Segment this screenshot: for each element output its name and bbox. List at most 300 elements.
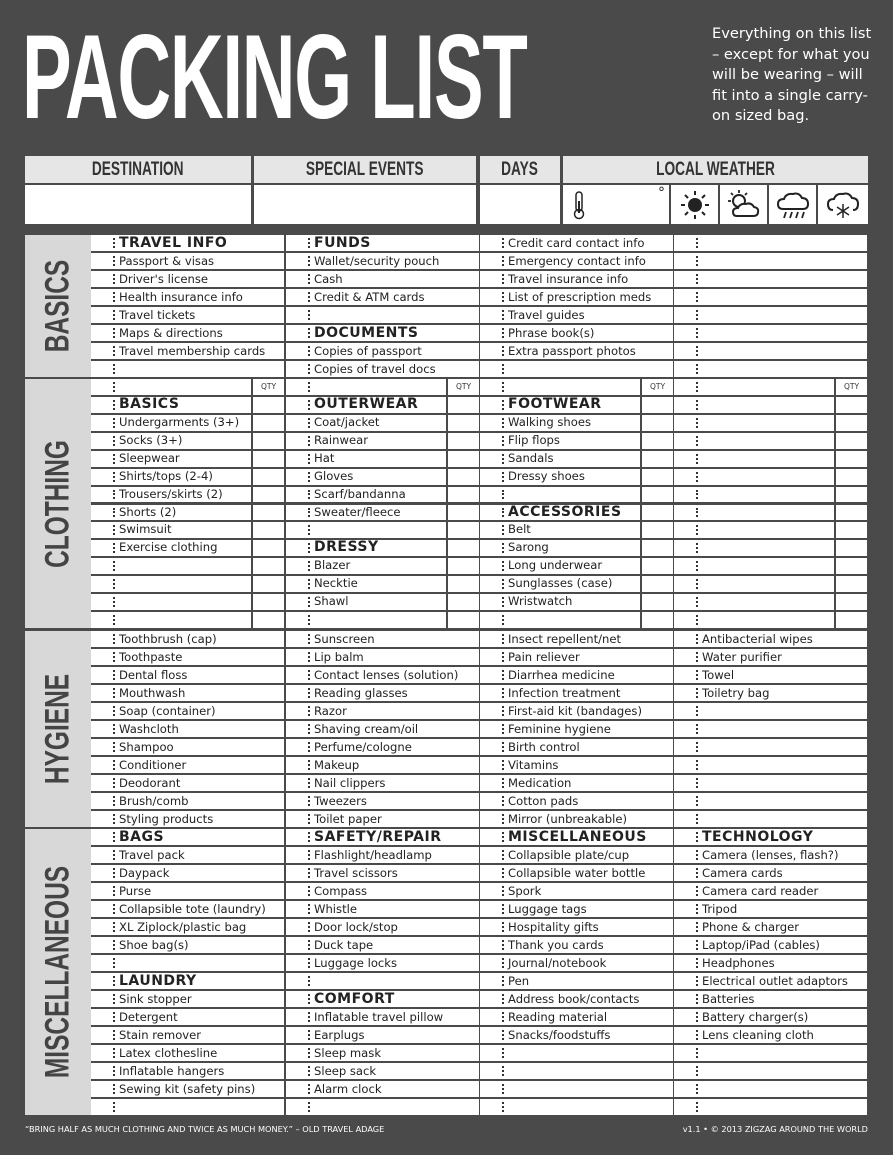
qty-field[interactable] — [448, 415, 479, 431]
checklist-item[interactable] — [91, 1081, 284, 1097]
blank-checklist-row[interactable] — [674, 739, 867, 755]
blank-checklist-row[interactable] — [480, 1099, 673, 1115]
item-label: Maps & directions — [119, 326, 223, 340]
checklist-item[interactable] — [91, 1027, 284, 1043]
item-label: Mirror (unbreakable) — [508, 812, 628, 826]
days-field[interactable] — [480, 185, 560, 224]
item-label: Credit & ATM cards — [314, 290, 425, 304]
destination-field[interactable] — [25, 185, 251, 224]
blank-checklist-row[interactable] — [674, 703, 867, 719]
category-heading — [91, 235, 284, 251]
category-heading-text: TECHNOLOGY — [702, 829, 814, 845]
item-label: Stain remover — [119, 1028, 202, 1042]
qty-field[interactable] — [642, 540, 673, 556]
qty-field[interactable] — [836, 540, 867, 556]
checklist-item[interactable] — [91, 451, 251, 467]
checklist-item[interactable] — [91, 685, 284, 701]
blank-checklist-row[interactable] — [674, 289, 867, 305]
checklist-item[interactable] — [286, 271, 479, 287]
blank-checklist-row[interactable] — [674, 612, 834, 628]
checklist-item[interactable] — [286, 847, 479, 863]
checklist-item[interactable] — [480, 955, 673, 971]
checklist-item[interactable] — [91, 847, 284, 863]
section-label-clothing — [25, 379, 91, 628]
blank-checklist-row[interactable] — [674, 505, 834, 521]
checklist-item[interactable] — [286, 343, 479, 359]
blank-checklist-row[interactable] — [674, 325, 867, 341]
checklist-item[interactable] — [286, 1009, 479, 1025]
qty-field[interactable] — [836, 505, 867, 521]
checklist-item[interactable] — [286, 811, 479, 827]
checklist-item[interactable] — [91, 433, 251, 449]
item-label: Journal/notebook — [508, 956, 607, 970]
checklist-item[interactable] — [674, 847, 867, 863]
category-heading-text: ACCESSORIES — [508, 504, 622, 520]
qty-column-header: QTY — [836, 379, 867, 395]
item-label: Toothbrush (cap) — [119, 632, 217, 646]
item-label: Lens cleaning cloth — [702, 1028, 814, 1042]
checklist-item[interactable] — [480, 883, 673, 899]
checklist-item[interactable] — [480, 271, 673, 287]
checklist-item[interactable] — [480, 631, 673, 647]
checklist-item[interactable] — [91, 721, 284, 737]
qty-field[interactable] — [642, 576, 673, 592]
checklist-item[interactable] — [480, 721, 673, 737]
blank-checklist-row[interactable] — [674, 307, 867, 323]
blank-checklist-row[interactable] — [674, 1081, 867, 1097]
checklist-item[interactable] — [286, 703, 479, 719]
checklist-item[interactable] — [480, 540, 640, 556]
checklist-item[interactable] — [480, 451, 640, 467]
checklist-item[interactable] — [286, 451, 446, 467]
blank-checklist-row[interactable] — [480, 1045, 673, 1061]
item-label: Duck tape — [314, 938, 374, 952]
checklist-item[interactable] — [286, 739, 479, 755]
checklist-item[interactable] — [91, 469, 251, 485]
weather-option-snow[interactable] — [818, 185, 868, 224]
blank-checklist-row[interactable] — [286, 612, 446, 628]
checklist-item[interactable] — [286, 793, 479, 809]
qty-field[interactable] — [253, 505, 284, 521]
item-label: Antibacterial wipes — [702, 632, 813, 646]
checklist-item[interactable] — [480, 847, 673, 863]
checklist-item[interactable] — [480, 865, 673, 881]
checklist-item[interactable] — [480, 289, 673, 305]
checklist-item[interactable] — [91, 253, 284, 269]
qty-field[interactable] — [448, 612, 479, 628]
qty-field[interactable] — [253, 469, 284, 485]
qty-field[interactable] — [836, 576, 867, 592]
special-events-field[interactable] — [254, 185, 476, 224]
item-label: Camera cards — [702, 866, 783, 880]
checklist-item[interactable] — [91, 325, 284, 341]
tagline: Everything on this list – except for what you will be wearing – will fit into a single carry-on sized bag. — [712, 25, 872, 124]
blank-checklist-row[interactable] — [91, 558, 251, 574]
checklist-item[interactable] — [480, 576, 640, 592]
checklist-item[interactable] — [480, 649, 673, 665]
checklist-item[interactable] — [91, 1045, 284, 1061]
qty-field[interactable] — [448, 594, 479, 610]
qty-field[interactable] — [642, 487, 673, 503]
checklist-item[interactable] — [674, 901, 867, 917]
checklist-item[interactable] — [480, 235, 673, 251]
checklist-item[interactable] — [91, 343, 284, 359]
temperature-field[interactable] — [563, 185, 669, 224]
qty-field[interactable] — [253, 397, 284, 413]
checklist-item[interactable] — [91, 901, 284, 917]
qty-field[interactable] — [253, 612, 284, 628]
checklist-item[interactable] — [286, 1045, 479, 1061]
qty-field[interactable] — [253, 415, 284, 431]
checklist-item[interactable] — [480, 522, 640, 538]
days-column — [480, 156, 560, 183]
checklist-item[interactable] — [91, 883, 284, 899]
section-label-hygiene — [25, 631, 91, 827]
checklist-item[interactable] — [480, 937, 673, 953]
qty-field[interactable] — [448, 469, 479, 485]
checklist-item[interactable] — [286, 253, 479, 269]
blank-checklist-row[interactable] — [674, 451, 834, 467]
qty-field[interactable] — [642, 469, 673, 485]
item-label: Thank you cards — [508, 938, 604, 952]
checklist-item[interactable] — [674, 973, 867, 989]
item-label: Cash — [314, 272, 343, 286]
category-heading-text: TRAVEL INFO — [119, 235, 228, 251]
qty-field[interactable] — [448, 540, 479, 556]
qty-field[interactable] — [448, 451, 479, 467]
item-label: Detergent — [119, 1010, 178, 1024]
checklist-item[interactable] — [91, 991, 284, 1007]
qty-field[interactable] — [448, 505, 479, 521]
category-heading-text: BAGS — [119, 829, 165, 845]
blank-checklist-row[interactable] — [674, 343, 867, 359]
blank-checklist-row[interactable] — [674, 594, 834, 610]
weather-option-partly-cloudy[interactable] — [720, 185, 767, 224]
checklist-item[interactable] — [286, 721, 479, 737]
checklist-item[interactable] — [286, 1063, 479, 1079]
item-label: Credit card contact info — [508, 236, 645, 250]
blank-checklist-row[interactable] — [91, 379, 251, 395]
checklist-item[interactable] — [91, 540, 251, 556]
checklist-item[interactable] — [480, 685, 673, 701]
qty-field[interactable] — [642, 522, 673, 538]
checklist-item[interactable] — [480, 469, 640, 485]
checklist-item[interactable] — [91, 289, 284, 305]
checklist-item[interactable] — [480, 558, 640, 574]
item-label: Travel guides — [508, 308, 585, 322]
qty-field[interactable] — [642, 433, 673, 449]
checklist-item[interactable] — [480, 1009, 673, 1025]
item-label: Dressy shoes — [508, 468, 585, 483]
checklist-item[interactable] — [480, 991, 673, 1007]
checklist-item[interactable] — [91, 757, 284, 773]
item-label: Soap (container) — [119, 704, 216, 718]
qty-field[interactable] — [642, 397, 673, 413]
checklist-item[interactable] — [674, 685, 867, 701]
item-label: Sink stopper — [119, 992, 192, 1006]
checklist-item[interactable] — [286, 505, 446, 521]
checklist-item[interactable] — [480, 919, 673, 935]
blank-checklist-row[interactable] — [674, 793, 867, 809]
item-label: Electrical outlet adaptors — [702, 974, 848, 988]
item-label: Pen — [508, 974, 530, 988]
checklist-item[interactable] — [91, 793, 284, 809]
blank-checklist-row[interactable] — [674, 775, 867, 791]
blank-checklist-row[interactable] — [674, 415, 834, 431]
qty-field[interactable] — [253, 576, 284, 592]
category-heading — [286, 991, 479, 1007]
checklist-item[interactable] — [91, 487, 251, 503]
checklist-item[interactable] — [91, 937, 284, 953]
checklist-item[interactable] — [91, 1063, 284, 1079]
section-label-text: HYGIENE — [38, 673, 77, 785]
qty-field[interactable] — [642, 594, 673, 610]
blank-checklist-row[interactable] — [91, 1099, 284, 1115]
item-label: Camera card reader — [702, 884, 819, 898]
item-label: Collapsible water bottle — [508, 866, 646, 880]
item-label: Sandals — [508, 450, 554, 465]
qty-field[interactable] — [253, 540, 284, 556]
checklist-item[interactable] — [674, 883, 867, 899]
blank-checklist-row[interactable] — [674, 379, 834, 395]
item-label: Nail clippers — [314, 776, 386, 790]
blank-checklist-row[interactable] — [674, 522, 834, 538]
blank-checklist-row[interactable] — [674, 757, 867, 773]
blank-checklist-row[interactable] — [674, 1099, 867, 1115]
blank-checklist-row[interactable] — [674, 558, 834, 574]
checklist-item[interactable] — [480, 433, 640, 449]
item-label: Shorts (2) — [119, 504, 177, 519]
checklist-item[interactable] — [480, 703, 673, 719]
blank-checklist-row[interactable] — [674, 487, 834, 503]
item-label: Whistle — [314, 902, 357, 916]
checklist-item[interactable] — [480, 415, 640, 431]
checklist-item[interactable] — [480, 739, 673, 755]
blank-checklist-row[interactable] — [286, 1099, 479, 1115]
checklist-item[interactable] — [480, 594, 640, 610]
checklist-item[interactable] — [674, 649, 867, 665]
checklist-item[interactable] — [286, 937, 479, 953]
blank-checklist-row[interactable] — [674, 1045, 867, 1061]
checklist-item[interactable] — [91, 775, 284, 791]
checklist-item[interactable] — [480, 793, 673, 809]
checklist-item[interactable] — [480, 307, 673, 323]
qty-field[interactable] — [448, 397, 479, 413]
blank-checklist-row[interactable] — [674, 235, 867, 251]
checklist-item[interactable] — [91, 667, 284, 683]
qty-field[interactable] — [836, 469, 867, 485]
blank-checklist-row[interactable] — [674, 540, 834, 556]
checklist-item[interactable] — [91, 522, 251, 538]
item-label: Conditioner — [119, 758, 187, 772]
checklist-item[interactable] — [674, 991, 867, 1007]
checklist-item[interactable] — [91, 649, 284, 665]
blank-checklist-row[interactable] — [674, 433, 834, 449]
checklist-item[interactable] — [480, 253, 673, 269]
checklist-item[interactable] — [286, 289, 479, 305]
item-label: Deodorant — [119, 776, 181, 790]
blank-checklist-row[interactable] — [286, 522, 446, 538]
qty-field[interactable] — [642, 558, 673, 574]
checklist-item[interactable] — [480, 775, 673, 791]
category-heading — [286, 540, 446, 556]
qty-field[interactable] — [642, 505, 673, 521]
checklist-item[interactable] — [286, 955, 479, 971]
checklist-item[interactable] — [91, 865, 284, 881]
blank-checklist-row[interactable] — [480, 1063, 673, 1079]
item-label: Brush/comb — [119, 794, 189, 808]
checklist-item[interactable] — [91, 505, 251, 521]
blank-checklist-row[interactable] — [674, 721, 867, 737]
checklist-item[interactable] — [286, 469, 446, 485]
blank-checklist-row[interactable] — [480, 379, 640, 395]
qty-field[interactable] — [642, 612, 673, 628]
checklist-item[interactable] — [480, 1027, 673, 1043]
blank-checklist-row[interactable] — [674, 576, 834, 592]
qty-field[interactable] — [253, 433, 284, 449]
item-label: Tweezers — [314, 794, 367, 808]
blank-checklist-row[interactable] — [286, 379, 446, 395]
checklist-item[interactable] — [91, 307, 284, 323]
qty-field[interactable] — [448, 433, 479, 449]
checklist-item[interactable] — [286, 361, 479, 377]
item-label: Trousers/skirts (2) — [119, 486, 223, 501]
checklist-item[interactable] — [674, 1027, 867, 1043]
checklist-item[interactable] — [286, 649, 479, 665]
qty-field[interactable] — [836, 415, 867, 431]
item-label: Battery charger(s) — [702, 1010, 809, 1024]
weather-option-sun[interactable] — [671, 185, 718, 224]
blank-checklist-row[interactable] — [480, 1081, 673, 1097]
qty-field[interactable] — [836, 487, 867, 503]
qty-field[interactable] — [448, 576, 479, 592]
checklist-item[interactable] — [91, 631, 284, 647]
checklist-item[interactable] — [286, 775, 479, 791]
blank-checklist-row[interactable] — [91, 612, 251, 628]
checklist-item[interactable] — [674, 865, 867, 881]
checklist-item[interactable] — [91, 703, 284, 719]
checklist-item[interactable] — [286, 883, 479, 899]
checklist-item[interactable] — [91, 919, 284, 935]
special-events-column — [254, 156, 476, 183]
checklist-item[interactable] — [286, 487, 446, 503]
checklist-item[interactable] — [286, 685, 479, 701]
checklist-item[interactable] — [674, 667, 867, 683]
blank-checklist-row[interactable] — [91, 955, 284, 971]
checklist-item[interactable] — [286, 865, 479, 881]
category-heading — [286, 235, 479, 251]
qty-field[interactable] — [836, 558, 867, 574]
blank-checklist-row[interactable] — [286, 307, 479, 323]
checklist-item[interactable] — [480, 973, 673, 989]
qty-field[interactable] — [836, 612, 867, 628]
item-label: Luggage tags — [508, 902, 587, 916]
category-heading-text: OUTERWEAR — [314, 396, 419, 412]
blank-checklist-row[interactable] — [480, 487, 640, 503]
qty-field[interactable] — [836, 522, 867, 538]
blank-checklist-row[interactable] — [286, 973, 479, 989]
checklist-item[interactable] — [286, 415, 446, 431]
checklist-item[interactable] — [674, 1009, 867, 1025]
qty-field[interactable] — [642, 415, 673, 431]
qty-field[interactable] — [836, 433, 867, 449]
checklist-item[interactable] — [286, 594, 446, 610]
qty-field[interactable] — [642, 451, 673, 467]
item-label: Necktie — [314, 576, 358, 591]
checklist-item[interactable] — [91, 415, 251, 431]
checklist-item[interactable] — [91, 271, 284, 287]
item-label: Belt — [508, 522, 531, 537]
checklist-item[interactable] — [674, 937, 867, 953]
checklist-item[interactable] — [286, 1081, 479, 1097]
qty-field[interactable] — [253, 558, 284, 574]
blank-checklist-row[interactable] — [674, 811, 867, 827]
qty-field[interactable] — [836, 451, 867, 467]
qty-field[interactable] — [448, 558, 479, 574]
blank-checklist-row[interactable] — [480, 612, 640, 628]
qty-field[interactable] — [448, 522, 479, 538]
checklist-item[interactable] — [480, 343, 673, 359]
checklist-item[interactable] — [480, 667, 673, 683]
checklist-item[interactable] — [480, 811, 673, 827]
blank-checklist-row[interactable] — [674, 469, 834, 485]
checklist-item[interactable] — [480, 757, 673, 773]
blank-checklist-row[interactable] — [480, 361, 673, 377]
item-label: Flip flops — [508, 432, 560, 447]
checklist-item[interactable] — [674, 631, 867, 647]
qty-field[interactable] — [253, 451, 284, 467]
weather-option-rain[interactable] — [769, 185, 816, 224]
qty-field[interactable] — [448, 487, 479, 503]
blank-checklist-row[interactable] — [91, 576, 251, 592]
qty-field[interactable] — [253, 594, 284, 610]
item-label: Socks (3+) — [119, 432, 183, 447]
qty-field[interactable] — [836, 397, 867, 413]
blank-checklist-row[interactable] — [674, 253, 867, 269]
checklist-item[interactable] — [286, 558, 446, 574]
checklist-item[interactable] — [674, 919, 867, 935]
checklist-item[interactable] — [286, 757, 479, 773]
checklist-item[interactable] — [91, 1009, 284, 1025]
checklist-item[interactable] — [480, 901, 673, 917]
qty-field[interactable] — [253, 522, 284, 538]
checklist-item[interactable] — [674, 955, 867, 971]
qty-field[interactable] — [836, 594, 867, 610]
checklist-item[interactable] — [286, 667, 479, 683]
qty-field[interactable] — [253, 487, 284, 503]
blank-checklist-row[interactable] — [91, 594, 251, 610]
checklist-item[interactable] — [286, 1027, 479, 1043]
blank-checklist-row[interactable] — [91, 361, 284, 377]
item-label: Wallet/security pouch — [314, 254, 440, 268]
checklist-item[interactable] — [286, 631, 479, 647]
blank-checklist-row[interactable] — [674, 361, 867, 377]
item-label: Scarf/bandanna — [314, 486, 406, 501]
checklist-item[interactable] — [91, 739, 284, 755]
item-label: Wristwatch — [508, 594, 573, 609]
item-label: Razor — [314, 704, 347, 718]
checklist-item[interactable] — [286, 576, 446, 592]
blank-checklist-row[interactable] — [674, 1063, 867, 1079]
checklist-item[interactable] — [91, 811, 284, 827]
checklist-item[interactable] — [480, 325, 673, 341]
checklist-item[interactable] — [286, 901, 479, 917]
blank-checklist-row[interactable] — [674, 271, 867, 287]
item-label: XL Ziplock/plastic bag — [119, 920, 247, 934]
checklist-item[interactable] — [286, 919, 479, 935]
blank-checklist-row[interactable] — [674, 397, 834, 413]
checklist-item[interactable] — [286, 433, 446, 449]
